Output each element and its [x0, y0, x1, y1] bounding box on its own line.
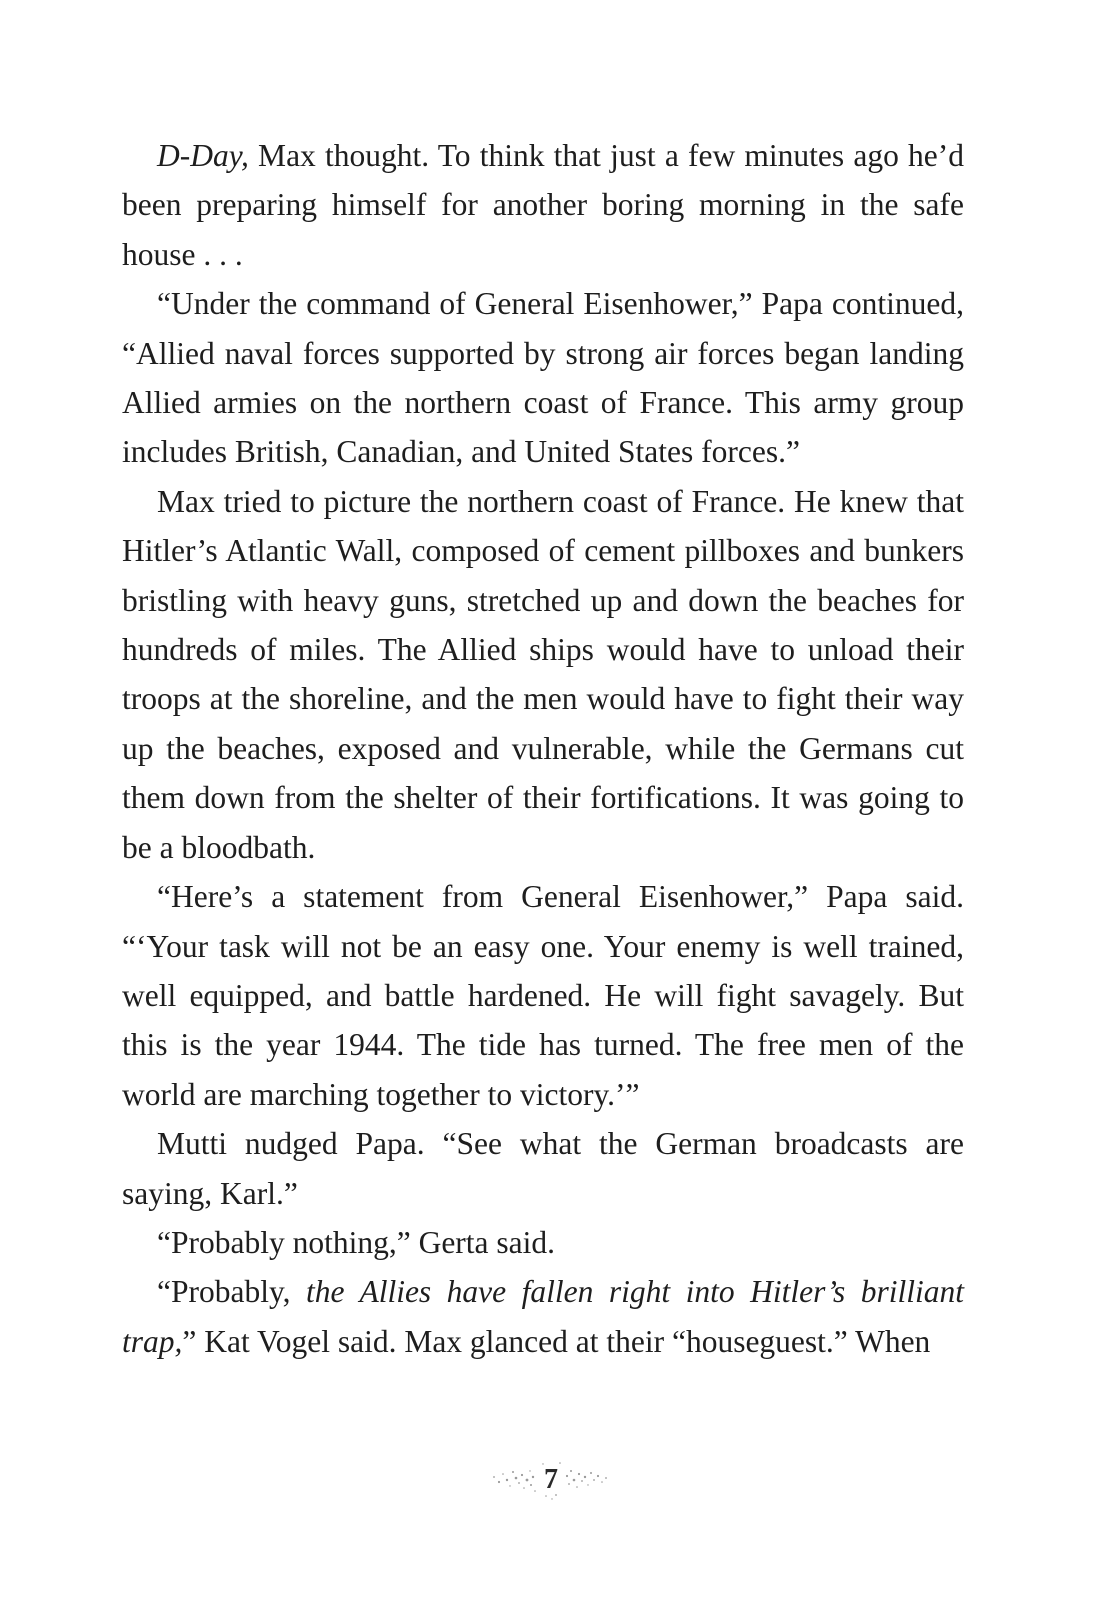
text-segment: “Probably nothing,” Gerta said. [157, 1224, 556, 1260]
text-segment: Max tried to picture the northern coast of France. He knew that Hitler’s Atlantic Wall, composed of cement pillboxes and bunkers bristling with heavy guns, stretched up and down the beaches for hundreds of miles. The Allied ships would have to unload their troops at the shoreline, and the men would have to fight their way up the beaches, exposed and vulnerable, while the Germans cut them down from the shelter of their fortifications. It was going to be a bloodbath. [122, 483, 964, 865]
page-number: 7 [544, 1464, 558, 1495]
paragraph [122, 477, 964, 872]
italic-text-segment: the Allies have fallen right into Hitler’s brilliant trap, [122, 1274, 964, 1359]
paragraph [122, 1218, 964, 1267]
body-text [122, 131, 964, 1366]
text-segment: “Under the command of General Eisenhower,” Papa continued, “Allied naval forces supported by strong air forces began landing Allied armies on the northern coast of France. This army group includes British, Canadian, and United States forces.” [122, 286, 964, 470]
paragraph [122, 872, 964, 1119]
text-segment: ” Kat Vogel said. Max glanced at their “houseguest.” When [182, 1323, 931, 1359]
page-number-folio [486, 1455, 616, 1505]
paragraph [122, 1119, 964, 1218]
text-segment: “Probably, [157, 1274, 307, 1310]
text-segment: Max thought. To think that just a few minutes ago he’d been preparing himself for another boring morning in the safe house . . . [122, 138, 964, 272]
text-segment: Mutti nudged Papa. “See what the German broadcasts are saying, Karl.” [122, 1126, 964, 1211]
paragraph [122, 131, 964, 279]
text-segment: “Here’s a statement from General Eisenhower,” Papa said. “‘Your task will not be an easy one. Your enemy is well trained, well equipped, and battle hardened. He will fight savagely. But this is the year 1944. The tide has turned. The free men of the world are marching together to victory.’” [122, 879, 964, 1112]
paragraph [122, 279, 964, 477]
paragraph [122, 1267, 964, 1366]
italic-text-segment: D-Day, [157, 138, 249, 173]
